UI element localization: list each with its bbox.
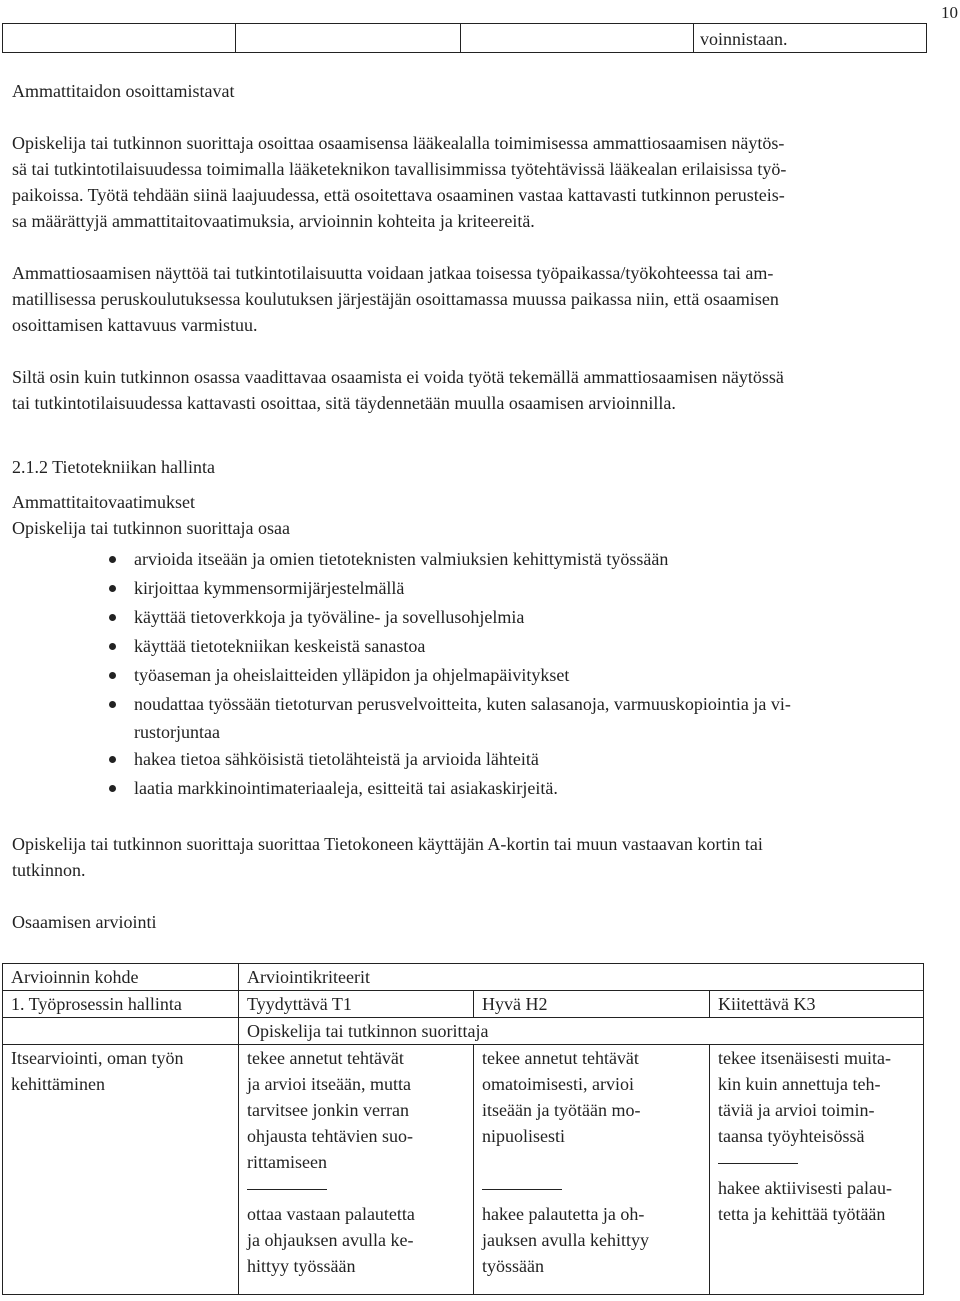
continuation-table: [2, 23, 927, 53]
requirements-heading: Ammattitaitovaatimukset: [12, 492, 195, 512]
table-cell: [461, 24, 694, 53]
empty-cell: [3, 1018, 239, 1045]
requirements-list: [12, 545, 950, 803]
separator-line: [718, 1163, 798, 1164]
assessment-heading: Osaamisen arviointi: [12, 912, 157, 932]
subsection-heading: 2.1.2 Tietotekniikan hallinta: [12, 457, 215, 477]
section-heading: Ammattitaidon osoittamistavat: [12, 81, 235, 101]
table-cell-text: voinnistaan.: [694, 24, 927, 53]
header-cell: Arviointikriteerit: [239, 964, 924, 991]
list-item: hakea tietoa sähköisistä tietolähteistä ja arvioida lähteitä: [12, 745, 950, 774]
target-cell: 1. Työprosessin hallinta: [3, 991, 239, 1018]
assessment-table: [2, 963, 924, 1295]
separator-line: [482, 1189, 562, 1190]
list-item: noudattaa työssään tietoturvan perusvelvoitteita, kuten salasanoja, varmuuskopiointia ja vi- rustorjuntaa: [12, 690, 950, 745]
list-item: käyttää tietotekniikan keskeistä sanastoa: [12, 632, 950, 661]
criteria-k3: tekee itsenäisesti muita- kin kuin annettuja teh- täviä ja arvioi toimin- taansa työyhteisössä hakee aktiivisesti palau- tetta ja kehittää työtään: [710, 1045, 924, 1295]
table-cell: [3, 24, 236, 53]
separator-line: [247, 1189, 327, 1190]
paragraph: Opiskelija tai tutkinnon suorittaja suorittaa Tietokoneen käyttäjän A-kortin tai muun vastaavan kortin tai tutkinnon.: [12, 834, 763, 880]
grade-k3: Kiitettävä K3: [710, 991, 924, 1018]
paragraph: Ammattiosaamisen näyttöä tai tutkintotilaisuutta voidaan jatkaa toisessa työpaikassa/työkohteessa tai am- matillisessa peruskoulutuksessa koulutuksen järjestäjän osoittamassa muussa paikassa niin, että osaamisen osoittamisen kattavuus varmistuu.: [12, 263, 779, 335]
list-item: laatia markkinointimateriaaleja, esitteitä tai asiakaskirjeitä.: [12, 774, 950, 803]
criteria-t1: tekee annetut tehtävät ja arvioi itseään, mutta tarvitsee jonkin verran ohjausta tehtävien suo- rittamiseen ottaa vastaan palautetta ja ohjauksen avulla ke- hittyy työssään: [239, 1045, 474, 1295]
list-item: työaseman ja oheislaitteiden ylläpidon ja ohjelmapäivitykset: [12, 661, 950, 690]
grade-h2: Hyvä H2: [474, 991, 710, 1018]
paragraph: Siltä osin kuin tutkinnon osassa vaadittavaa osaamista ei voida työtä tekemällä ammattiosaamisen näytössä tai tutkintotilaisuudessa kattavasti osoittaa, sitä täydennetään muulla osaamisen arvioinnilla.: [12, 367, 784, 413]
subheader-cell: Opiskelija tai tutkinnon suorittaja: [239, 1018, 924, 1045]
criteria-h2: tekee annetut tehtävät omatoimisesti, arvioi itseään ja työtään mo- nipuolisesti hakee palautetta ja oh- jauksen avulla kehittyy työssään: [474, 1045, 710, 1295]
list-item: kirjoittaa kymmensormijärjestelmällä: [12, 574, 950, 603]
table-cell: [236, 24, 461, 53]
list-item: käyttää tietoverkkoja ja työväline- ja sovellusohjelmia: [12, 603, 950, 632]
document-body: [12, 78, 950, 935]
page-number: 10: [941, 3, 958, 22]
header-cell: Arvioinnin kohde: [3, 964, 239, 991]
paragraph: Opiskelija tai tutkinnon suorittaja osoittaa osaamisensa lääkealalla toimimisessa ammattiosaamisen näytös- sä tai tutkintotilaisuudessa toimimalla lääketeknikon tavallisimmissa työtehtävissä lääkealan erilaisissa työ- paikoissa. Työtä tehdään siinä laajuudessa, että osoitettava osaaminen vastaa kattavasti tutkinnon perusteis- sa määrättyjä ammattitaitovaatimuksia, arvioinnin kohteita ja kriteereitä.: [12, 133, 787, 231]
requirements-intro: Opiskelija tai tutkinnon suorittaja osaa: [12, 518, 290, 538]
grade-t1: Tyydyttävä T1: [239, 991, 474, 1018]
list-item: arvioida itseään ja omien tietoteknisten valmiuksien kehittymistä työssään: [12, 545, 950, 574]
target-cell: Itsearviointi, oman työn kehittäminen: [3, 1045, 239, 1295]
